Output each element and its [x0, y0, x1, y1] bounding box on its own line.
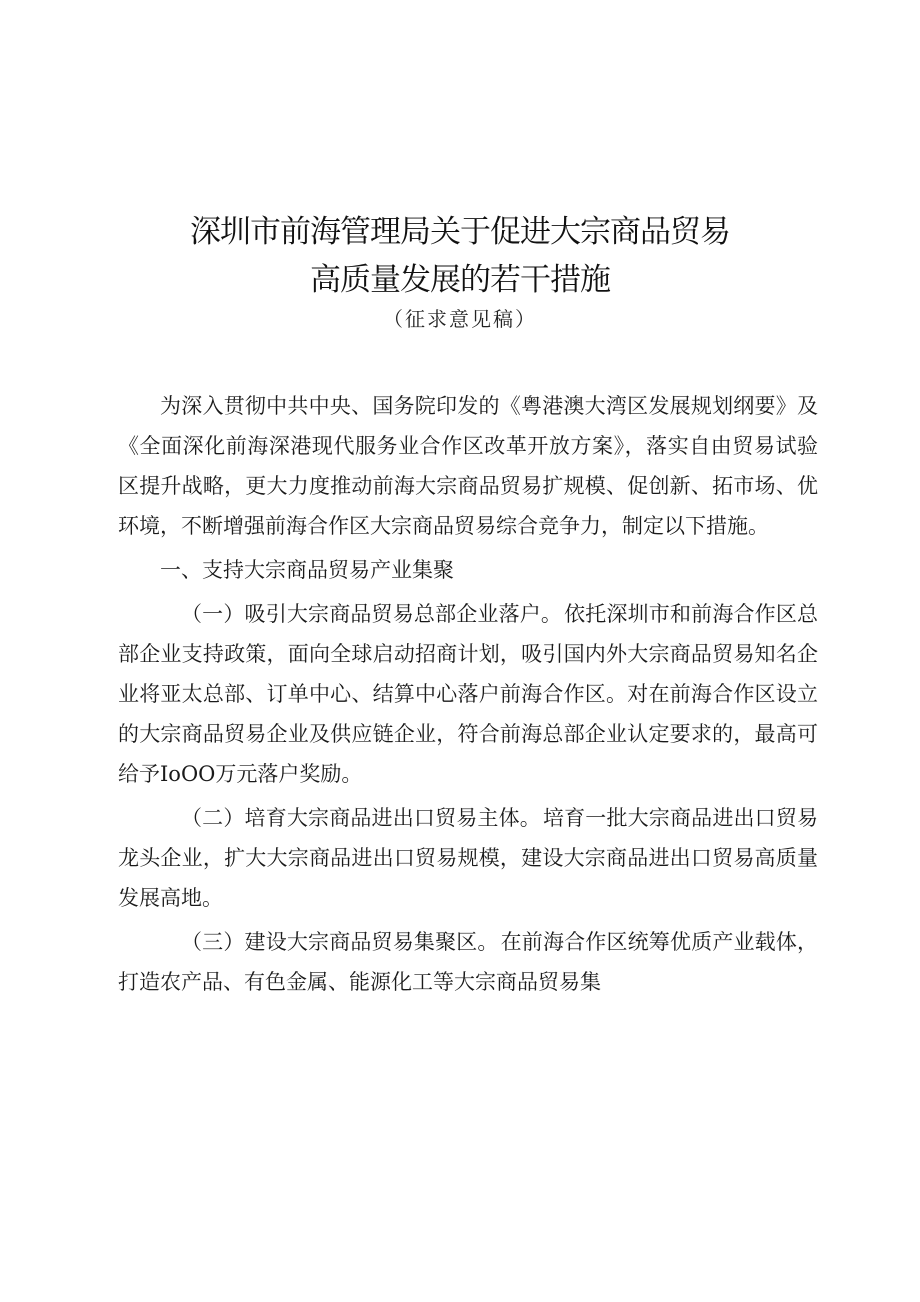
document-title [0, 208, 920, 304]
title-line-2: 高质量发展的若干措施 [310, 262, 610, 298]
clause-2-body: 培育一批大宗商品进出口贸易龙头企业，扩大大宗商品进出口贸易规模，建设大宗商品进出口贸易高质量发展高地。 [118, 806, 819, 910]
intro-paragraph: 为深入贯彻中共中央、国务院印发的《粤港澳大湾区发展规划纲要》及《全面深化前海深港现代服务业合作区改革开放方案》，落实自由贸易试验区提升战略，更大力度推动前海大宗商品贸易扩规模、促创新、拓市场、优环境，不断增强前海合作区大宗商品贸易综合竞争力，制定以下措施。 [118, 394, 818, 538]
document-subtitle: （征求意见稿） [383, 307, 537, 331]
clause-1-body: 依托深圳市和前海合作区总部企业支持政策，面向全球启动招商计划，吸引国内外大宗商品贸易知名企业将亚太总部、订单中心、结算中心落户前海合作区。对在前海合作区设立的大宗商品贸易企业及供应链企业，符合前海总部企业认定要求的，最高可给予IoOO万元落户奖励。 [118, 602, 819, 786]
clause-3-lead: （三）建设大宗商品贸易集聚区。 [181, 930, 499, 954]
clause-1-lead: （一）吸引大宗商品贸易总部企业落户。 [181, 602, 563, 626]
clause-2 [118, 798, 818, 918]
clause-3-body: 在前海合作区统筹优质产业载体，打造农产品、有色金属、能源化工等大宗商品贸易集 [118, 930, 819, 994]
clause-2-lead: （二）培育大宗商品进出口贸易主体。 [181, 806, 541, 830]
clause-1 [118, 594, 818, 794]
section-heading-1: 一、支持大宗商品贸易产业集聚 [160, 558, 454, 582]
title-line-1: 深圳市前海管理局关于促进大宗商品贸易 [190, 214, 730, 250]
document-body [118, 386, 818, 1006]
clause-3 [118, 922, 818, 1002]
